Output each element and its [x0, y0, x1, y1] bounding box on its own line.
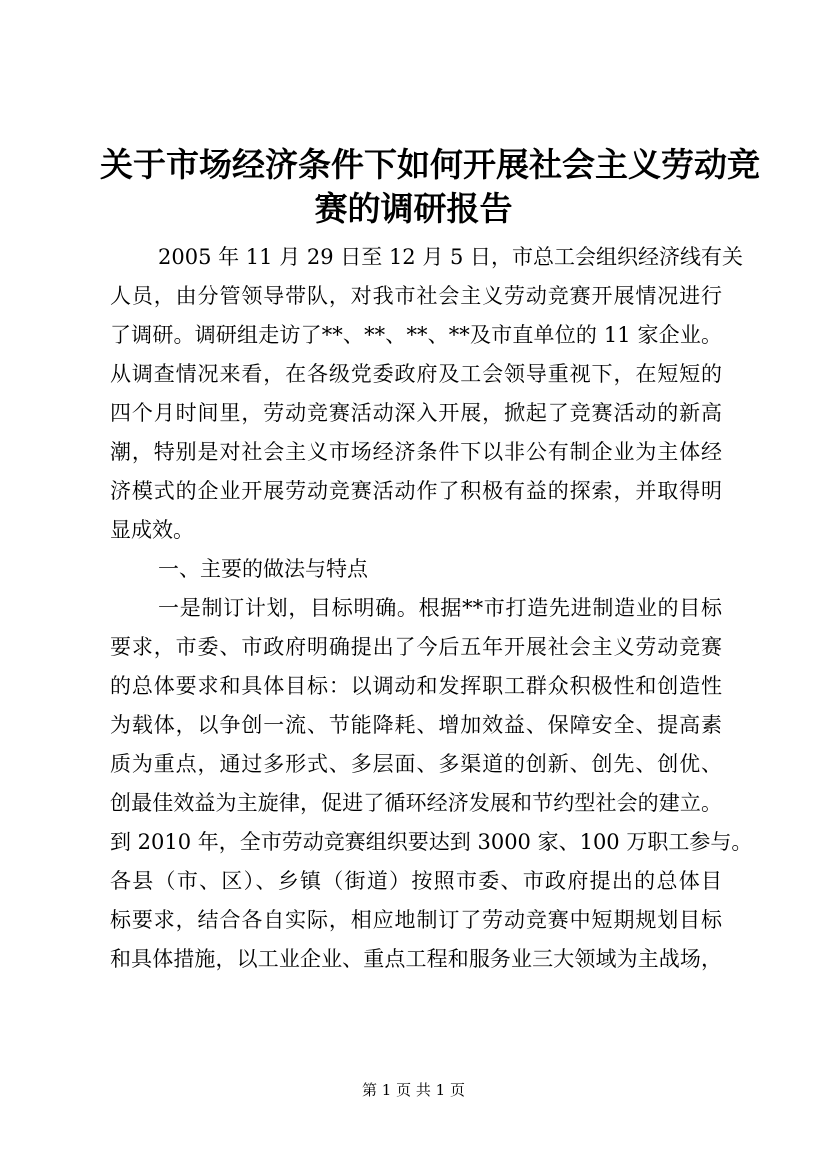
heading-line: 一、主要的做法与特点: [158, 557, 368, 581]
text-line: 潮，特别是对社会主义市场经济条件下以非公有制企业为主体经: [110, 440, 722, 464]
text-line: 和具体措施，以工业企业、重点工程和服务业三大领域为主战场，: [110, 947, 722, 971]
text-line: 到 2010 年，全市劳动竞赛组织要达到 3000 家、100 万职工参与。: [110, 830, 753, 854]
text-line: 的总体要求和具体目标：以调动和发挥职工群众积极性和创造性: [110, 674, 722, 698]
text-line: 2005 年 11 月 29 日至 12 月 5 日，市总工会组织经济线有关: [158, 245, 744, 269]
text-line: 各县（市、区）、乡镇（街道）按照市委、市政府提出的总体目: [110, 869, 722, 893]
title-line-1: 关于市场经济条件下如何开展社会主义劳动竞: [100, 145, 760, 184]
text-line: 四个月时间里，劳动竞赛活动深入开展，掀起了竞赛活动的新高: [110, 401, 722, 425]
text-line: 为载体，以争创一流、节能降耗、增加效益、保障安全、提高素: [110, 713, 722, 737]
text-line: 济模式的企业开展劳动竞赛活动作了积极有益的探索，并取得明: [110, 479, 722, 503]
title-line-2: 赛的调研报告: [314, 189, 513, 228]
paragraph-plan: [110, 589, 753, 979]
text-line: 一是制订计划，目标明确。根据**市打造先进制造业的目标: [158, 596, 722, 620]
page-footer: 第 1 页 共 1 页: [362, 1081, 465, 1099]
text-line: 显成效。: [110, 518, 194, 542]
section-heading: [110, 550, 722, 589]
text-line: 从调查情况来看，在各级党委政府及工会领导重视下，在短短的: [110, 362, 722, 386]
text-line: 了调研。调研组走访了**、**、**、**及市直单位的 11 家企业。: [110, 323, 722, 347]
body-text: [110, 238, 753, 979]
text-line: 标要求，结合各自实际，相应地制订了劳动竞赛中短期规划目标: [110, 908, 722, 932]
text-line: 人员，由分管领导带队，对我市社会主义劳动竞赛开展情况进行: [110, 284, 722, 308]
text-line: 质为重点，通过多形式、多层面、多渠道的创新、创先、创优、: [110, 752, 722, 776]
text-line: 要求，市委、市政府明确提出了今后五年开展社会主义劳动竞赛: [110, 635, 722, 659]
document-title: [100, 143, 760, 231]
paragraph-intro: [110, 238, 744, 550]
text-line: 创最佳效益为主旋律，促进了循环经济发展和节约型社会的建立。: [110, 791, 722, 815]
